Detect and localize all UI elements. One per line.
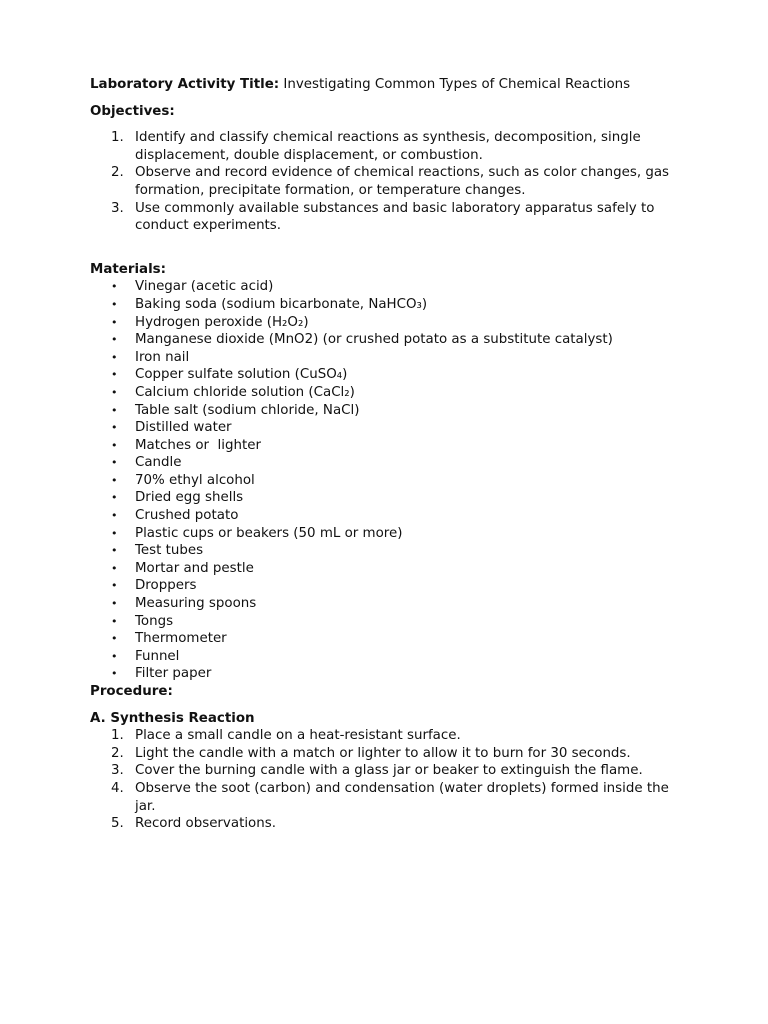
synthesis-steps-list xyxy=(90,727,690,833)
objective-item: 1. Identify and classify chemical reactions as synthesis, decomposition, single displacement, double displacement, or combustion. xyxy=(111,130,641,163)
material-item: • Table salt (sodium chloride, NaCl) xyxy=(111,402,360,418)
material-item: • Copper sulfate solution (CuSO₄) xyxy=(111,367,348,383)
bullet-icon: • xyxy=(111,297,118,311)
material-item: • Measuring spoons xyxy=(111,596,257,612)
bullet-icon: • xyxy=(111,280,118,294)
material-item: • Vinegar (acetic acid) xyxy=(111,279,274,295)
objectives-list xyxy=(90,129,690,235)
bullet-icon: • xyxy=(111,456,118,470)
activity-title-text: Investigating Common Types of Chemical Reactions xyxy=(283,77,631,92)
bullet-icon: • xyxy=(111,632,118,646)
bullet-icon: • xyxy=(111,579,118,593)
procedure-step: 5. Record observations. xyxy=(111,816,276,832)
material-item: • Matches or lighter xyxy=(111,437,261,453)
material-item: • Calcium chloride solution (CaCl₂) xyxy=(111,384,355,400)
material-item: • Thermometer xyxy=(111,631,227,647)
bullet-icon: • xyxy=(111,491,118,505)
material-item: • Distilled water xyxy=(111,420,232,436)
objectives-heading: Objectives: xyxy=(90,103,175,119)
material-item: • Candle xyxy=(111,455,182,471)
material-item: • Tongs xyxy=(111,613,174,629)
activity-title-label: Laboratory Activity Title: xyxy=(90,77,280,92)
procedure-heading: Procedure: xyxy=(90,684,173,699)
material-item: • Mortar and pestle xyxy=(111,560,254,576)
material-item: • Droppers xyxy=(111,578,197,594)
material-item: • Hydrogen peroxide (H₂O₂) xyxy=(111,314,309,330)
bullet-icon: • xyxy=(111,597,118,611)
synthesis-reaction-heading: A. Synthesis Reaction xyxy=(90,710,255,726)
material-item: • Manganese dioxide (MnO2) (or crushed potato as a substitute catalyst) xyxy=(111,332,613,348)
document-page xyxy=(90,76,690,833)
bullet-icon: • xyxy=(111,315,118,329)
material-item: • Test tubes xyxy=(111,543,204,559)
bullet-icon: • xyxy=(111,350,118,364)
bullet-icon: • xyxy=(111,614,118,628)
procedure-step: 4. Observe the soot (carbon) and condensation (water droplets) formed inside the jar. xyxy=(111,780,669,814)
material-item: • Iron nail xyxy=(111,349,190,365)
procedure-step: 1. Place a small candle on a heat-resistant surface. xyxy=(111,728,461,744)
material-item: • Plastic cups or beakers (50 mL or more) xyxy=(111,525,403,541)
bullet-icon: • xyxy=(111,368,118,382)
material-item: • Baking soda (sodium bicarbonate, NaHCO₃) xyxy=(111,296,428,312)
bullet-icon: • xyxy=(111,509,118,523)
material-item: • Filter paper xyxy=(111,666,212,682)
bullet-icon: • xyxy=(111,649,118,663)
objective-item: 3. Use commonly available substances and basic laboratory apparatus safely to conduct experiments. xyxy=(111,200,655,234)
objective-item: 2. Observe and record evidence of chemical reactions, such as color changes, gas formation, precipitate formation, or temperature changes. xyxy=(111,165,670,198)
bullet-icon: • xyxy=(111,438,118,452)
bullet-icon: • xyxy=(111,403,118,417)
material-item: • Crushed potato xyxy=(111,508,239,524)
bullet-icon: • xyxy=(111,667,118,681)
materials-heading: Materials: xyxy=(90,261,166,277)
materials-list xyxy=(90,278,690,683)
material-item: • 70% ethyl alcohol xyxy=(111,472,255,488)
bullet-icon: • xyxy=(111,385,118,399)
material-item: • Funnel xyxy=(111,648,180,664)
activity-title xyxy=(90,76,690,94)
procedure-step: 2. Light the candle with a match or lighter to allow it to burn for 30 seconds. xyxy=(111,745,631,761)
bullet-icon: • xyxy=(111,544,118,558)
bullet-icon: • xyxy=(111,421,118,435)
bullet-icon: • xyxy=(111,333,118,347)
procedure-step: 3. Cover the burning candle with a glass jar or beaker to extinguish the flame. xyxy=(111,763,643,779)
material-item: • Dried egg shells xyxy=(111,490,244,506)
bullet-icon: • xyxy=(111,526,118,540)
bullet-icon: • xyxy=(111,561,118,575)
bullet-icon: • xyxy=(111,473,118,487)
